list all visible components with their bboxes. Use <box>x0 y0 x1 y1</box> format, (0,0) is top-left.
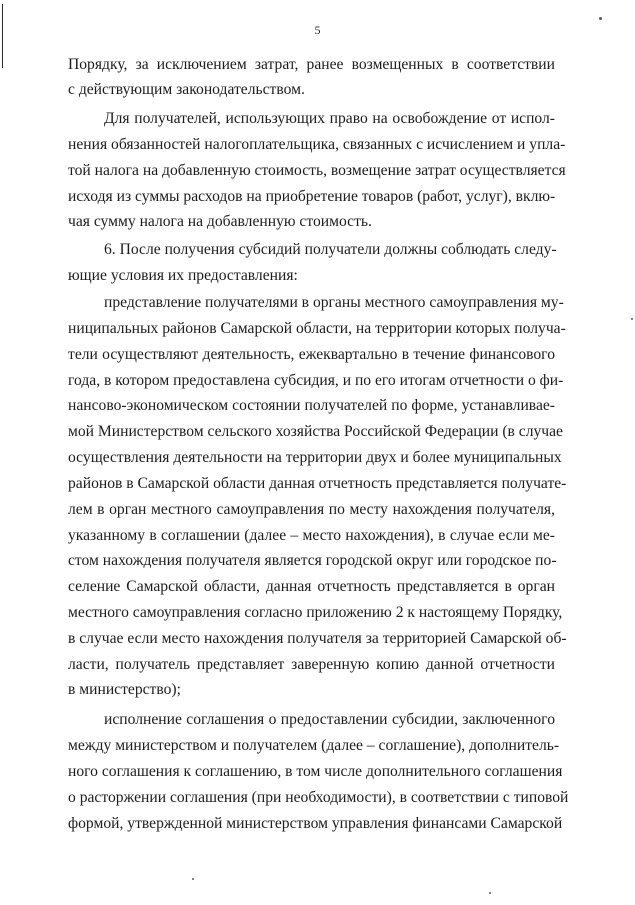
text-line: о расторжении соглашения (при необходимости), в соответствии с типовой <box>68 789 569 806</box>
text-line: указанному в соглашении (далее – место нахождения), в случае если ме- <box>68 527 555 544</box>
text-line: ласти, получатель представляет заверенную копию данной отчетности <box>68 656 555 673</box>
text-line: в случае если место нахождения получателя за территорией Самарской об- <box>68 630 567 647</box>
text-line: формой, утвержденной министерством управления финансами Самарской <box>68 815 563 832</box>
text-line: стом нахождения получателя является городской округ или городское по- <box>68 552 557 569</box>
text-line: селение Самарской области, данная отчетность представляется в орган <box>68 578 555 595</box>
text-line: между министерством и получателем (далее – соглашение), дополнитель- <box>68 737 560 754</box>
text-line: нансово-экономическом состоянии получателей по форме, устанавливае- <box>68 397 555 414</box>
scan-speck <box>489 892 491 894</box>
text-line: 6. После получения субсидий получатели должны соблюдать следу- <box>104 241 557 258</box>
text-line: местного самоуправления согласно приложению 2 к настоящему Порядку, <box>68 604 563 621</box>
text-line: нения обязанностей налогоплательщика, связанных с исчислением и упла- <box>68 136 566 153</box>
text-line: в министерство); <box>68 681 181 698</box>
text-line: представление получателями в органы местного самоуправления му- <box>104 294 564 311</box>
text-line: мой Министерством сельского хозяйства Российской Федерации (в случае <box>68 423 563 440</box>
text-line: осуществления деятельности на территории двух и более муниципальных <box>68 449 562 466</box>
scan-speck <box>599 17 602 20</box>
page-number: 5 <box>314 23 321 37</box>
text-line: года, в котором предоставлена субсидия, и по его итогам отчетности о фи- <box>68 372 564 389</box>
scan-speck <box>631 318 633 320</box>
text-line: исходя из суммы расходов на приобретение товаров (работ, услуг), вклю- <box>68 188 556 205</box>
scan-speck <box>192 878 194 880</box>
text-line: тели осуществляют деятельность, ежеквартально в течение финансового <box>68 346 555 363</box>
text-line: ниципальных районов Самарской области, на территории которых получа- <box>68 320 566 337</box>
text-line: исполнение соглашения о предоставлении субсидии, заключенного <box>104 711 555 728</box>
text-line: ющие условия их предоставления: <box>68 267 298 284</box>
text-line: Для получателей, использующих право на освобождение от испол- <box>104 110 555 127</box>
text-line: районов в Самарской области данная отчетность представляется получате- <box>68 475 567 492</box>
text-line: той налога на добавленную стоимость, возмещение затрат осуществляется <box>68 162 566 179</box>
text-line: ного соглашения к соглашению, в том числе дополнительного соглашения <box>68 763 563 780</box>
text-line: с действующим законодательством. <box>68 81 305 98</box>
text-line: чая сумму налога на добавленную стоимость. <box>68 213 372 230</box>
text-line: лем в орган местного самоуправления по месту нахождения получателя, <box>68 501 555 518</box>
text-line: Порядку, за исключением затрат, ранее возмещенных в соответствии <box>68 56 555 73</box>
